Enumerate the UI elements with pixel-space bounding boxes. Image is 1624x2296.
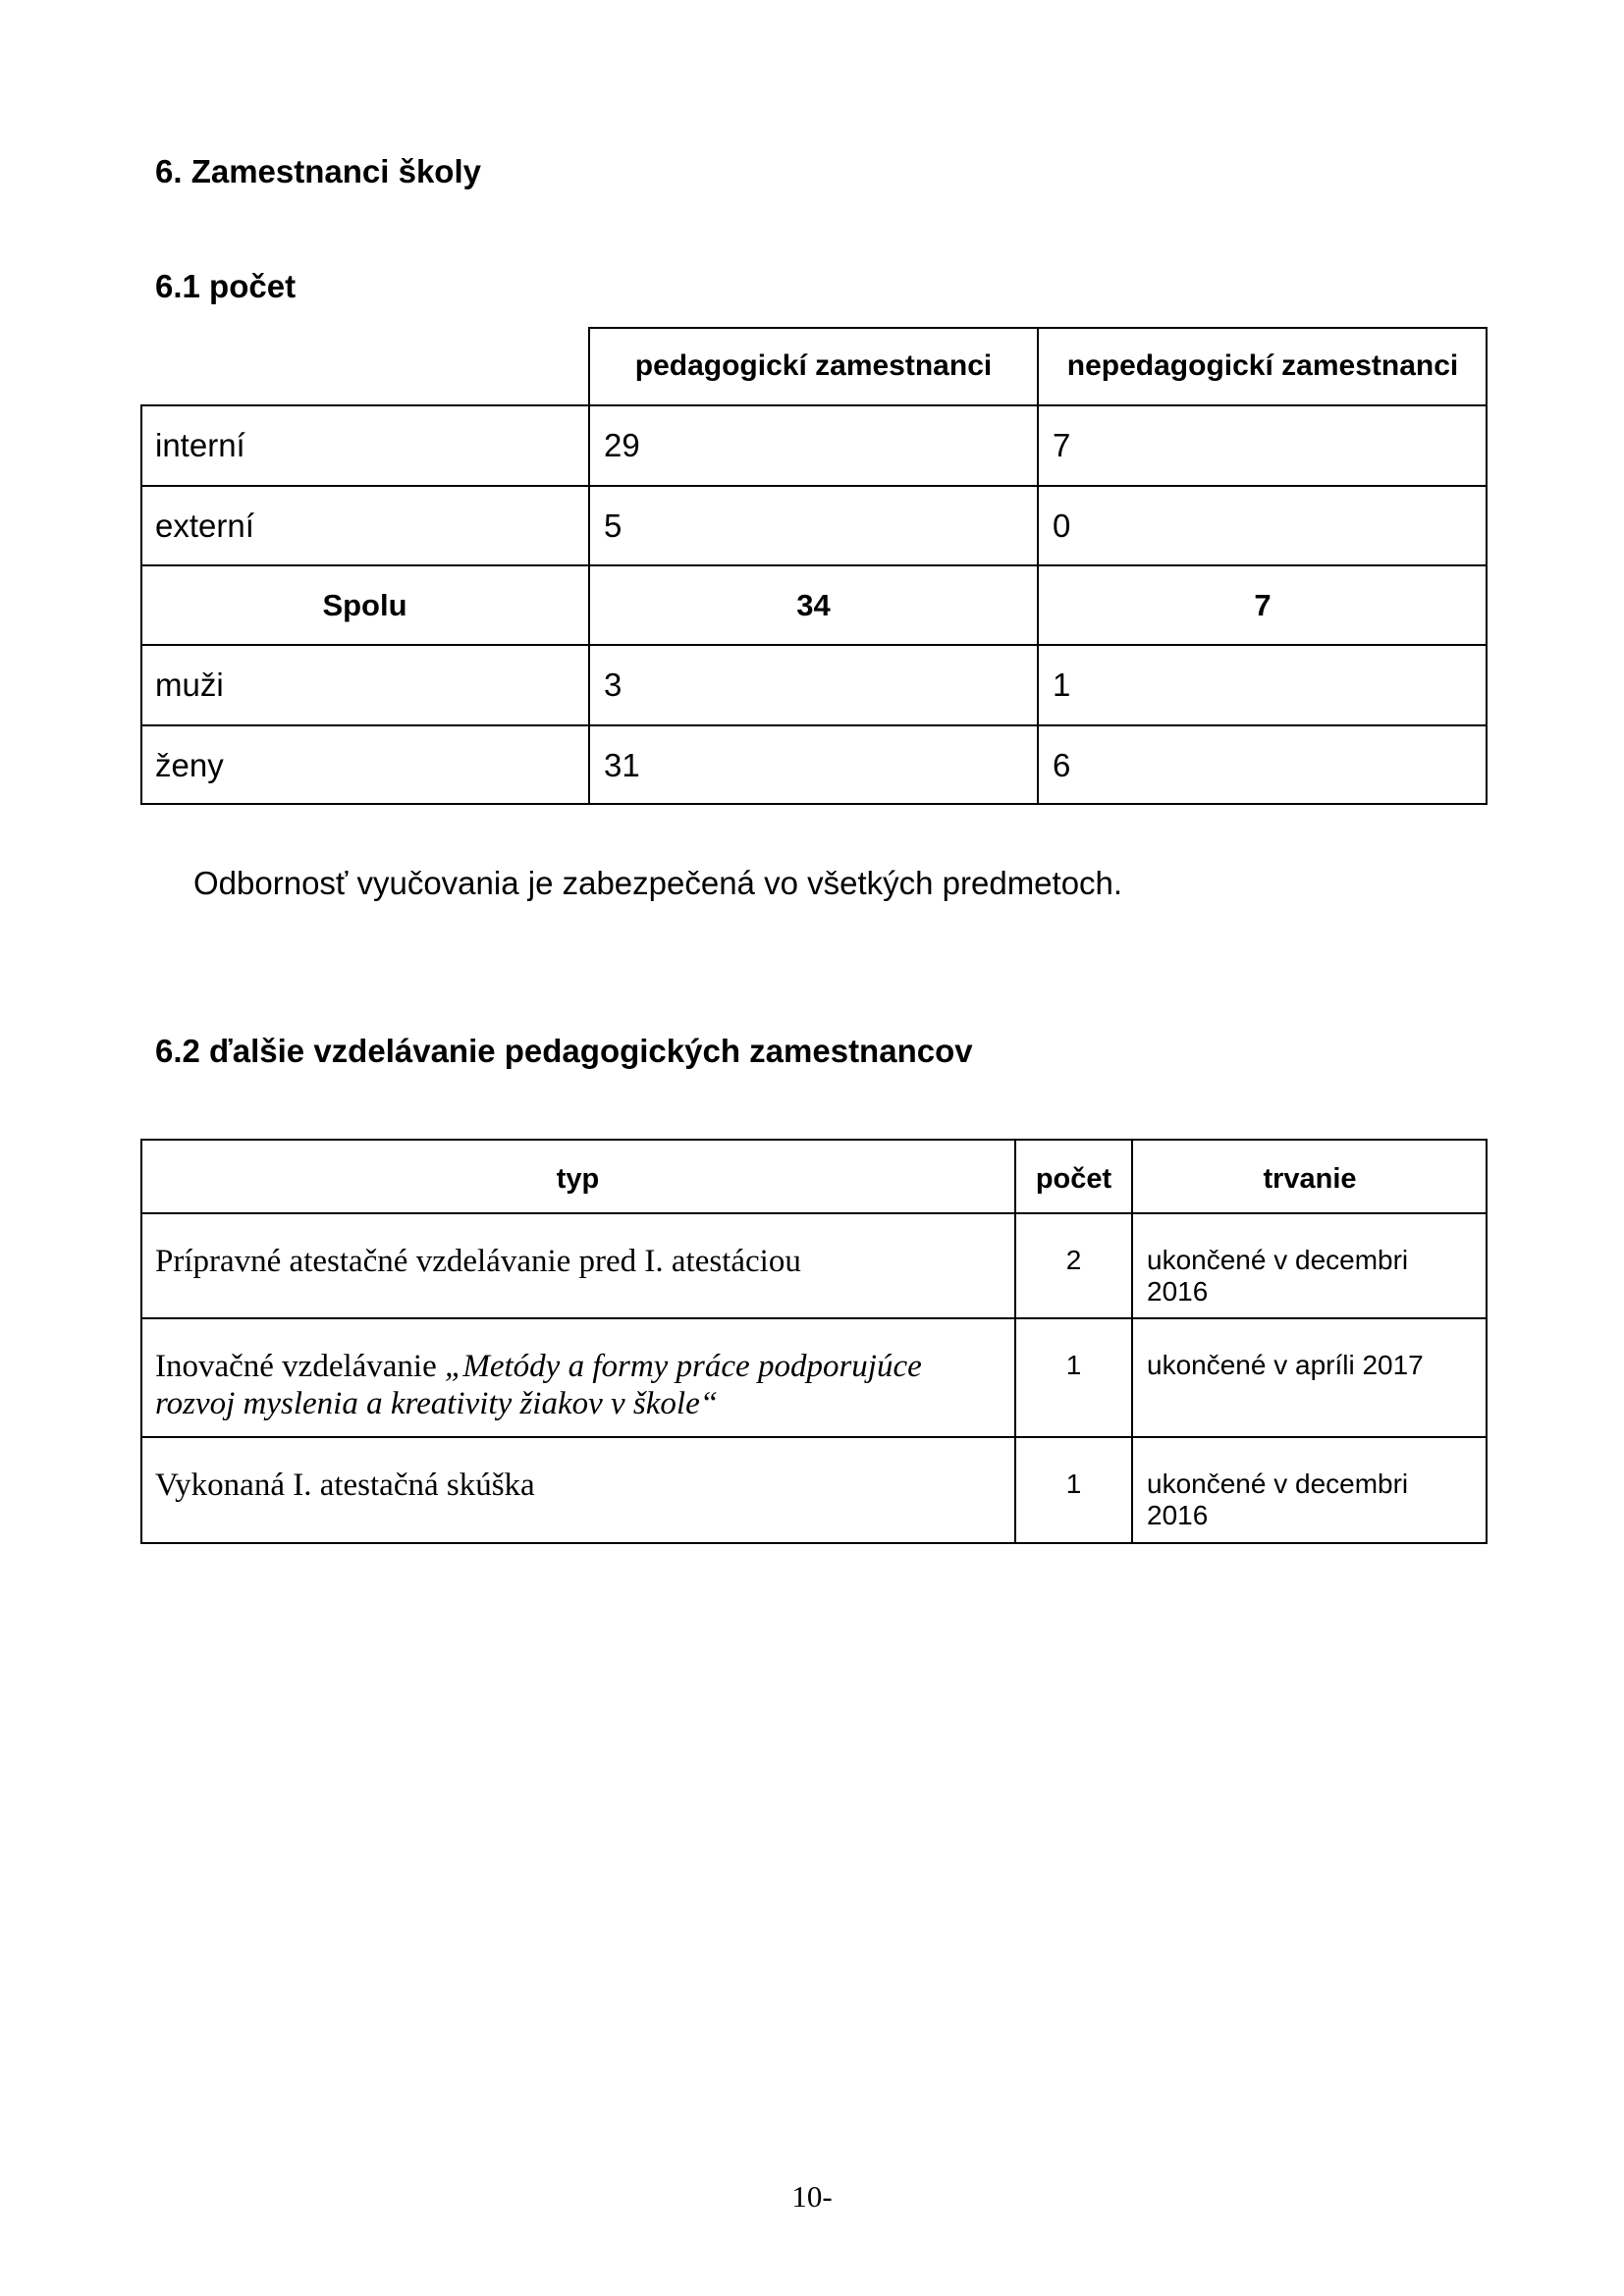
cell-women-neped: 6: [1053, 746, 1071, 783]
education-row-type: [140, 1318, 1015, 1437]
table-border: [1486, 1139, 1488, 1544]
row-label-internal: interní: [155, 427, 245, 463]
education-row-count: 2: [1065, 1245, 1082, 1275]
education-row-count: 1: [1065, 1350, 1082, 1380]
table-border: [1131, 1139, 1133, 1544]
qualification-note: Odbornosť vyučovania je zabezpečená vo všetkých predmetoch.: [193, 865, 1123, 901]
table-border: [1486, 327, 1488, 805]
cell-internal-ped: 29: [604, 427, 640, 463]
table-border: [589, 327, 1038, 329]
table-border: [588, 327, 590, 805]
education-row-type: [140, 1213, 1015, 1318]
header-duration: trvanie: [1263, 1162, 1357, 1195]
staff-count-table: [140, 327, 1488, 805]
cell-total-neped: 7: [1254, 587, 1272, 622]
cell-men-ped: 3: [604, 667, 623, 703]
row-label-external: externí: [155, 507, 254, 544]
table-border: [140, 1139, 142, 1544]
page-number: 10-: [791, 2179, 833, 2214]
education-row-duration: ukončené v decembri 2016: [1147, 1245, 1409, 1307]
header-count: počet: [1035, 1162, 1112, 1195]
cell-men-neped: 1: [1053, 667, 1071, 703]
education-row-duration: ukončené v decembri 2016: [1147, 1468, 1409, 1530]
cell-internal-neped: 7: [1053, 427, 1071, 463]
education-row-count: 1: [1065, 1468, 1082, 1499]
table-border: [140, 564, 1488, 566]
education-table: [140, 1139, 1488, 1544]
table-border: [140, 1317, 1488, 1319]
table-border: [140, 404, 142, 805]
row-label-women: ženy: [155, 746, 224, 783]
table-border: [140, 803, 1488, 805]
table-border: [1038, 327, 1488, 329]
table-border: [140, 1542, 1488, 1544]
table-border: [140, 1139, 1488, 1141]
education-type-text: Vykonaná I. atestačná skúška: [155, 1468, 535, 1503]
row-label-men: muži: [155, 667, 224, 703]
subsection-title-count: 6.1 počet: [155, 268, 297, 304]
education-type-italic: „Metódy a formy práce podporujúce rozvoj myslenia a kreativity žiakov v škole“: [155, 1349, 922, 1421]
cell-women-ped: 31: [604, 746, 640, 783]
row-label-total: Spolu: [322, 587, 407, 622]
education-row-duration: ukončené v apríli 2017: [1147, 1350, 1424, 1380]
education-row-type: [140, 1437, 1015, 1544]
header-non-pedagogical: nepedagogickí zamestnanci: [1066, 349, 1459, 382]
table-border: [140, 485, 1488, 487]
table-border: [140, 724, 1488, 726]
subsection-title-education: 6.2 ďalšie vzdelávanie pedagogických zamestnancov: [155, 1033, 973, 1069]
cell-external-ped: 5: [604, 507, 623, 544]
table-border: [1014, 1139, 1016, 1544]
education-type-text: Inovačné vzdelávanie: [155, 1349, 446, 1384]
education-type-text: Prípravné atestačné vzdelávanie pred I. atestáciou: [155, 1244, 801, 1279]
table-border: [140, 1212, 1488, 1214]
cell-external-neped: 0: [1053, 507, 1071, 544]
table-border: [140, 404, 1488, 406]
table-border: [140, 1436, 1488, 1438]
header-pedagogical: pedagogickí zamestnanci: [634, 349, 993, 382]
section-title: 6. Zamestnanci školy: [155, 153, 481, 189]
table-border: [140, 644, 1488, 646]
table-border: [1037, 327, 1039, 805]
cell-total-ped: 34: [796, 587, 831, 622]
header-type: typ: [556, 1162, 600, 1195]
